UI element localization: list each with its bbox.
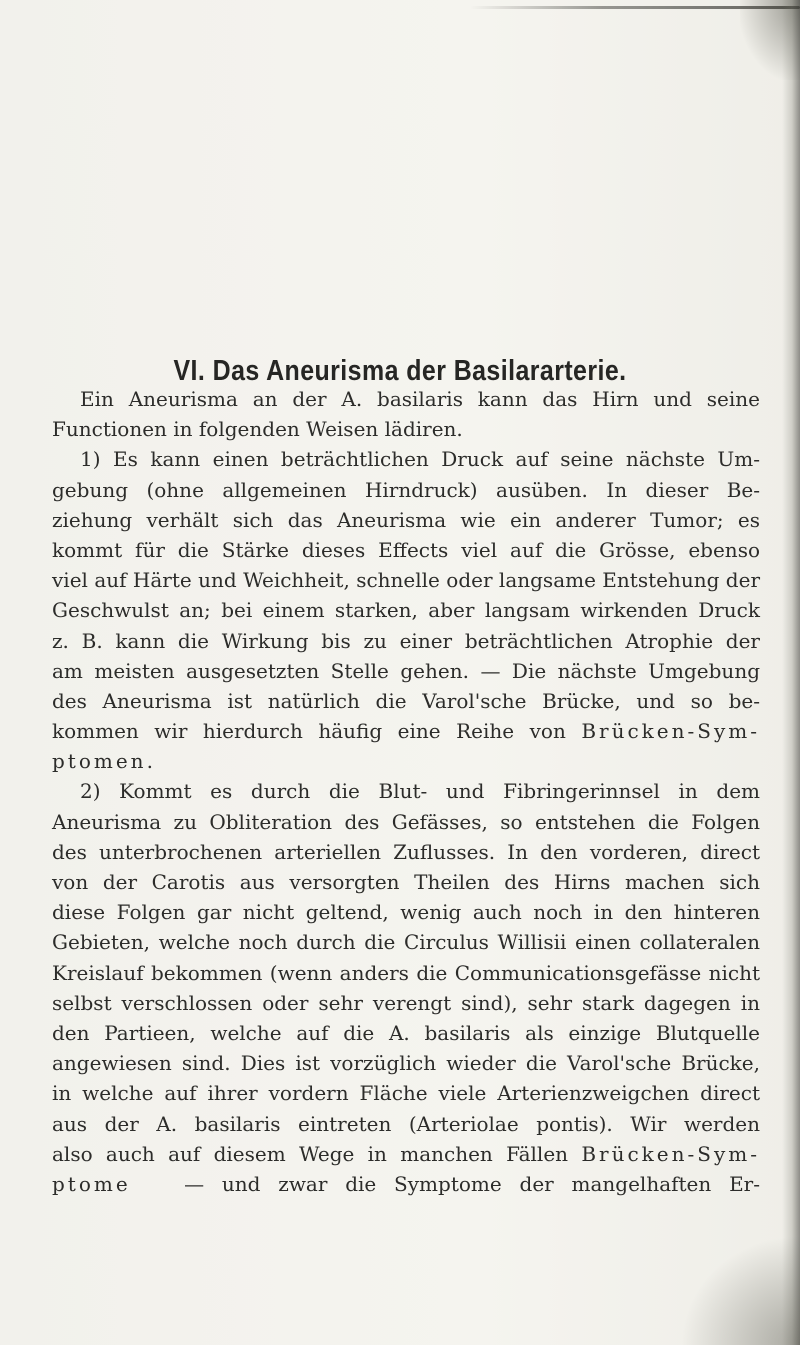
text-line: in welche auf ihrer vordern Fläche viele Arterienzweigchen direct (52, 1081, 760, 1106)
text-fragment: — und zwar die Symptome der mangelhaften Er- (184, 1171, 760, 1196)
text-line: z. B. kann die Wirkung bis zu einer beträchtlichen Atrophie der (52, 628, 760, 653)
text-fragment: also auch auf diesem Wege in manchen Fällen (52, 1141, 582, 1166)
text-line: von der Carotis aus versorgten Theilen des Hirns machen sich (52, 870, 760, 894)
text-line: Ein Aneurisma an der A. basilaris kann das Hirn und seine (80, 387, 760, 411)
text-line (52, 1169, 760, 1199)
text-line: aus der A. basilaris eintreten (Arteriolae pontis). Wir werden (52, 1111, 760, 1136)
spaced-term: Brücken-Sym- (581, 719, 760, 744)
text-line: Functionen in folgenden Weisen lädiren. (52, 417, 463, 442)
text-line (52, 716, 760, 746)
text-line: gebung (ohne allgemeinen Hirndruck) ausüben. In dieser Be- (52, 477, 760, 502)
spaced-term: Brücken-Sym- (581, 1141, 760, 1166)
text-line: des unterbrochenen arteriellen Zuflusses. In den vorderen, direct (52, 839, 760, 864)
body-text (52, 384, 760, 1199)
text-line (52, 746, 760, 776)
text-line: selbst verschlossen oder sehr verengt sind), sehr stark dagegen in (52, 990, 760, 1015)
scan-artifact-corner (680, 1235, 800, 1345)
text-line: 2) Kommt es durch die Blut- und Fibringerinnsel in dem (80, 779, 760, 804)
text-line: angewiesen sind. Dies ist vorzüglich wieder die Varol'sche Brücke, (52, 1051, 760, 1076)
text-line: Kreislauf bekommen (wenn anders die Communicationsgefässe nicht (52, 960, 760, 985)
chapter-heading: VI. Das Aneurisma der Basilararterie. (173, 355, 627, 387)
text-line (52, 1139, 760, 1169)
text-line: kommt für die Stärke dieses Effects viel auf die Grösse, ebenso (52, 537, 760, 562)
text-line: Gebieten, welche noch durch die Circulus Willisii einen collateralen (52, 930, 760, 955)
spaced-term: ptomen. (52, 749, 156, 774)
text-line: viel auf Härte und Weichheit, schnelle oder langsame Entstehung der (52, 568, 760, 593)
text-fragment: kommen wir hierdurch häufig eine Reihe von (52, 719, 582, 744)
text-line: 1) Es kann einen beträchtlichen Druck auf seine nächste Um- (80, 447, 760, 472)
text-line: am meisten ausgesetzten Stelle gehen. — Die nächste Umgebung (52, 658, 760, 683)
text-line: den Partieen, welche auf die A. basilaris als einzige Blutquelle (52, 1020, 760, 1045)
text-line: diese Folgen gar nicht geltend, wenig auch noch in den hinteren (52, 900, 760, 925)
scan-artifact-edge (782, 0, 800, 1345)
text-line: Aneurisma zu Obliteration des Gefässes, so entstehen die Folgen (52, 809, 760, 834)
text-line: des Aneurisma ist natürlich die Varol'sche Brücke, und so be- (52, 688, 760, 713)
spaced-term: ptome (52, 1171, 131, 1196)
text-line: Geschwulst an; bei einem starken, aber langsam wirkenden Druck (52, 598, 760, 623)
text-line: ziehung verhält sich das Aneurisma wie ein anderer Tumor; es (52, 507, 760, 532)
